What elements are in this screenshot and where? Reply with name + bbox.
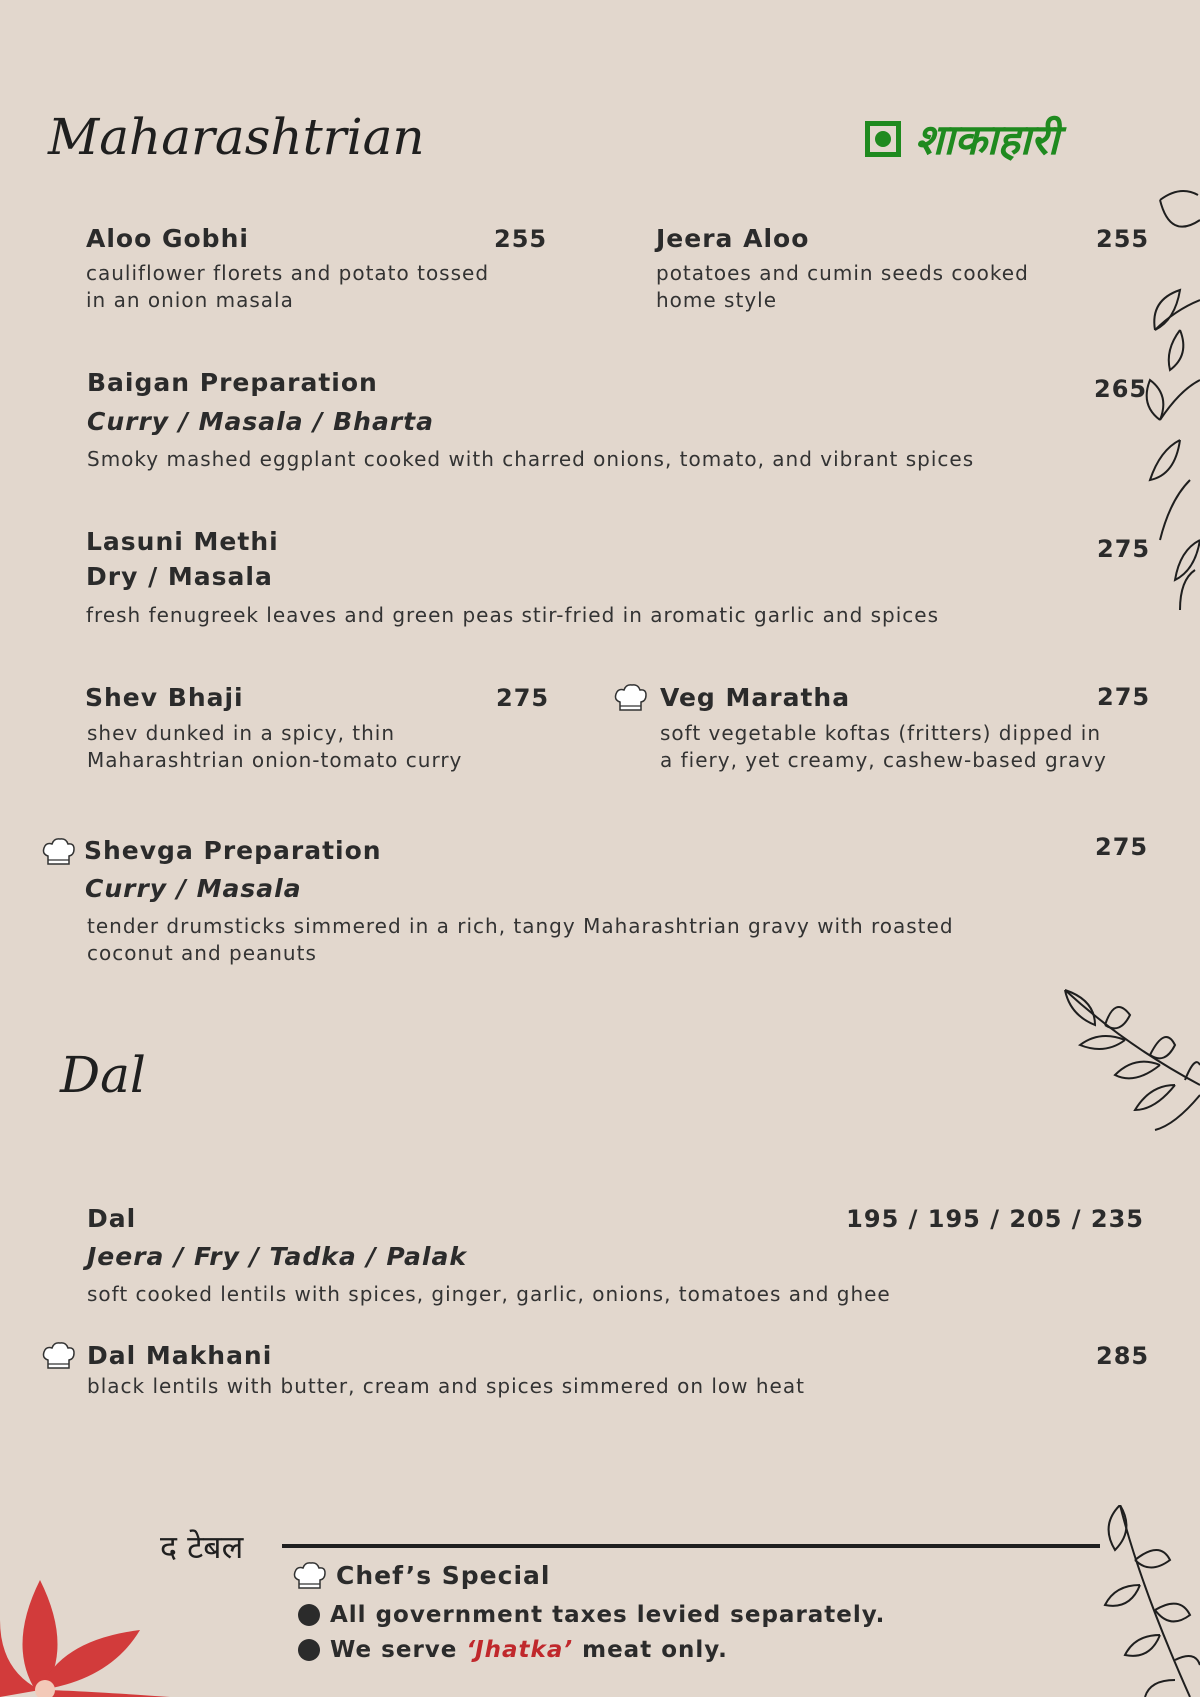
item-description: in an onion masala <box>86 288 294 312</box>
chef-hat-icon <box>42 838 76 868</box>
item-name: Dal <box>87 1204 137 1233</box>
red-flower-icon <box>0 1540 180 1697</box>
item-description: potatoes and cumin seeds cooked <box>656 261 1029 285</box>
item-description: soft cooked lentils with spices, ginger, garlic, onions, tomatoes and ghee <box>87 1282 891 1306</box>
item-name: Lasuni Methi <box>86 527 279 556</box>
item-price: 275 <box>1095 833 1149 861</box>
item-description: tender drumsticks simmered in a rich, tangy Maharashtrian gravy with roasted <box>87 914 954 938</box>
meat-note <box>298 1637 728 1663</box>
chef-hat-icon <box>614 684 648 714</box>
meat-note-highlight: ‘Jhatka’ <box>466 1637 574 1663</box>
item-price: 285 <box>1096 1342 1150 1370</box>
item-price: 255 <box>494 225 548 253</box>
item-name: Shevga Preparation <box>84 836 382 865</box>
item-price: 275 <box>1097 535 1151 563</box>
item-name: Shev Bhaji <box>85 683 244 712</box>
item-description: coconut and peanuts <box>87 941 317 965</box>
tax-note <box>298 1602 885 1628</box>
meat-note-pre: We serve <box>330 1637 467 1663</box>
item-description: a fiery, yet creamy, cashew-based gravy <box>660 748 1107 772</box>
item-description: Maharashtrian onion-tomato curry <box>87 748 463 772</box>
item-variant: Curry / Masala <box>85 874 302 903</box>
brand-logo-text: द टेबल <box>160 1528 244 1566</box>
footer-divider <box>282 1544 1100 1548</box>
item-variant: Curry / Masala / Bharta <box>87 407 434 436</box>
tax-note-text: All government taxes levied separately. <box>330 1602 886 1628</box>
section-title-dal: Dal <box>60 1046 146 1104</box>
item-description: shev dunked in a spicy, thin <box>87 721 396 745</box>
item-description: black lentils with butter, cream and spices simmered on low heat <box>87 1374 805 1398</box>
item-description: soft vegetable koftas (fritters) dipped in <box>660 721 1102 745</box>
item-name: Aloo Gobhi <box>86 224 249 253</box>
item-price: 255 <box>1096 225 1150 253</box>
item-name: Dal Makhani <box>87 1341 273 1370</box>
item-description: fresh fenugreek leaves and green peas stir-fried in aromatic garlic and spices <box>86 603 940 627</box>
veg-label: शाकाहारी <box>915 115 1059 164</box>
item-name: Baigan Preparation <box>87 368 378 397</box>
section-title-maharashtrian: Maharashtrian <box>48 108 425 166</box>
item-price: 275 <box>1097 683 1151 711</box>
meat-note-post: meat only. <box>573 1637 728 1663</box>
veg-symbol-icon <box>865 121 901 157</box>
item-variant: Jeera / Fry / Tadka / Palak <box>87 1242 467 1271</box>
chef-hat-icon <box>293 1562 327 1592</box>
bullet-icon <box>298 1639 320 1661</box>
item-description: Smoky mashed eggplant cooked with charred onions, tomato, and vibrant spices <box>87 447 975 471</box>
chef-hat-icon <box>42 1342 76 1372</box>
item-description: home style <box>656 288 778 312</box>
item-name: Jeera Aloo <box>656 224 810 253</box>
leaf-branch-icon <box>1080 1505 1200 1697</box>
veg-badge <box>865 110 1059 167</box>
item-description: cauliflower florets and potato tossed <box>86 261 490 285</box>
item-price: 275 <box>496 684 550 712</box>
chefs-special-legend: Chef’s Special <box>336 1561 551 1590</box>
item-variant: Dry / Masala <box>86 562 273 591</box>
bullet-icon <box>298 1604 320 1626</box>
item-price: 195 / 195 / 205 / 235 <box>846 1205 1144 1233</box>
leaf-branch-icon <box>1055 985 1200 1135</box>
item-name: Veg Maratha <box>660 683 851 712</box>
item-price: 265 <box>1094 375 1148 403</box>
